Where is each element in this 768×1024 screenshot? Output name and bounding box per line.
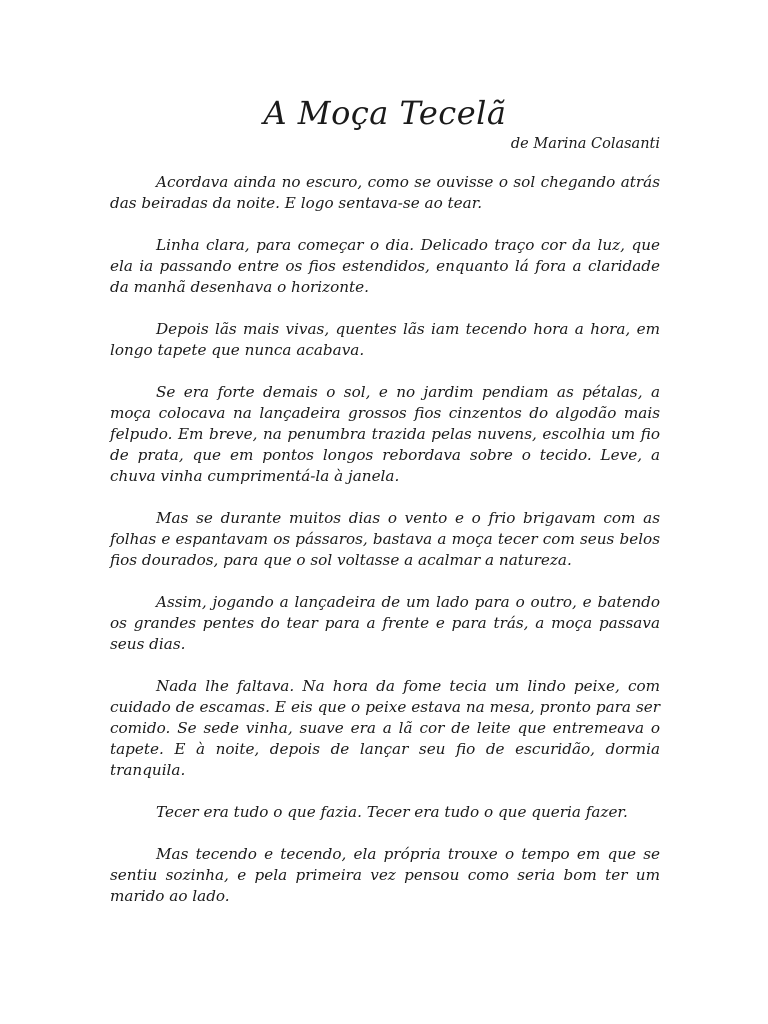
paragraph: Assim, jogando a lançadeira de um lado para o outro, e batendo os grandes pentes do tear para a frente e para trás, a moça passava seus dias.	[110, 593, 660, 653]
paragraph: Se era forte demais o sol, e no jardim pendiam as pétalas, a moça colocava na lançadeira grossos fios cinzentos do algodão mais felpudo. Em breve, na penumbra trazida pelas nuvens, escolhia um fio de prata, que em pontos longos rebordava sobre o tecido. Leve, a chuva vinha cumprimentá-la à janela.	[110, 383, 660, 485]
paragraph: Depois lãs mais vivas, quentes lãs iam tecendo hora a hora, em longo tapete que nunca acabava.	[110, 320, 660, 359]
paragraph: Nada lhe faltava. Na hora da fome tecia um lindo peixe, com cuidado de escamas. E eis que o peixe estava na mesa, pronto para ser comido. Se sede vinha, suave era a lã cor de leite que entremeava o tapete. E à noite, depois de lançar seu fio de escuridão, dormia tranquila.	[110, 677, 660, 779]
document-title: A Moça Tecelã	[263, 94, 507, 132]
document-page	[110, 92, 660, 928]
paragraph: Tecer era tudo o que fazia. Tecer era tudo o que queria fazer.	[156, 803, 628, 821]
paragraph: Linha clara, para começar o dia. Delicado traço cor da luz, que ela ia passando entre os fios estendidos, enquanto lá fora a claridade da manhã desenhava o horizonte.	[110, 236, 660, 296]
paragraph: Mas tecendo e tecendo, ela própria trouxe o tempo em que se sentiu sozinha, e pela primeira vez pensou como seria bom ter um marido ao lado.	[110, 845, 660, 905]
paragraph: Mas se durante muitos dias o vento e o frio brigavam com as folhas e espantavam os pássaros, bastava a moça tecer com seus belos fios dourados, para que o sol voltasse a acalmar a natureza.	[110, 509, 660, 569]
paragraph: Acordava ainda no escuro, como se ouvisse o sol chegando atrás das beiradas da noite. E logo sentava-se ao tear.	[110, 173, 660, 212]
document-author: de Marina Colasanti	[510, 136, 660, 152]
